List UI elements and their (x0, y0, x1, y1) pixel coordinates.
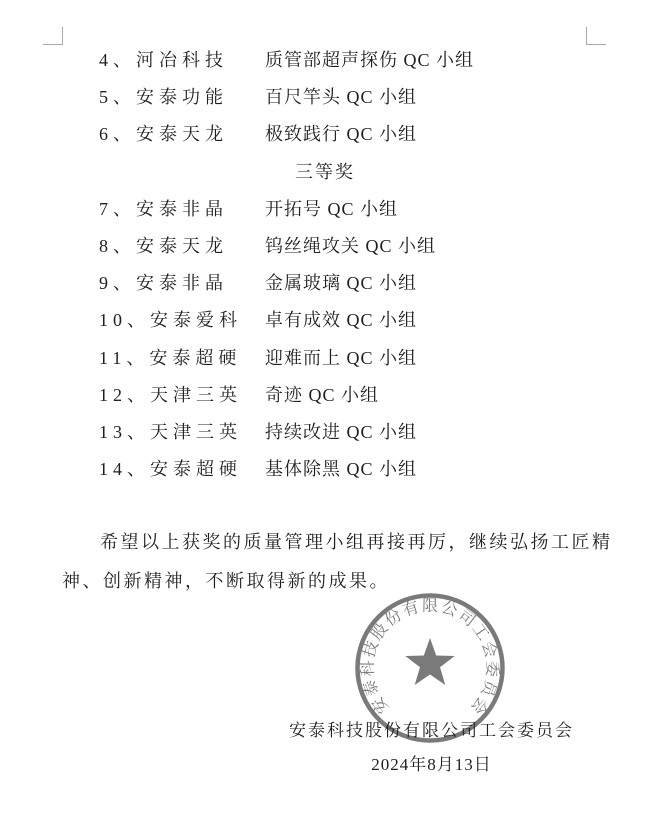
award-item-group-name: 奇迹 QC 小组 (265, 384, 380, 405)
margin-crop-mark-top-left (43, 27, 63, 45)
award-item-group-name: 质管部超声探伤 QC 小组 (265, 50, 475, 70)
signature-organization: 安泰科技股份有限公司工会委员会 (289, 721, 574, 740)
award-item-group-name: 百尺竿头 QC 小组 (265, 87, 418, 108)
section-heading-third-prize: 三等奖 (295, 161, 355, 182)
award-list-top-section (99, 42, 604, 154)
award-list-item (99, 451, 604, 488)
award-list-item (99, 265, 604, 302)
award-item-number-company: 14、安泰超硬 (99, 459, 242, 480)
signature-block (260, 714, 603, 783)
award-list-item (99, 79, 604, 116)
award-list-item (99, 340, 604, 377)
award-list-item (99, 191, 604, 228)
seal-ring-text: 安泰科技股份有限公司工会委员会 (359, 597, 501, 719)
award-item-number-company: 6、安泰天龙 (99, 124, 228, 145)
award-item-number-company: 10、安泰爱科 (99, 310, 242, 331)
closing-paragraph-line: 神、创新精神，不断取得新的成果。 (62, 570, 390, 591)
award-item-group-name: 极致践行 QC 小组 (265, 124, 418, 145)
award-item-number-company: 11、安泰超硬 (99, 347, 242, 368)
award-item-number-company: 5、安泰功能 (99, 87, 228, 108)
award-list-item (99, 302, 604, 339)
award-list-item (99, 116, 604, 153)
award-item-number-company: 12、天津三英 (99, 384, 242, 405)
award-item-group-name: 金属玻璃 QC 小组 (265, 273, 418, 294)
award-item-group-name: 基体除黑 QC 小组 (265, 459, 418, 480)
award-item-group-name: 持续改进 QC 小组 (265, 422, 418, 443)
award-item-number-company: 4、河冶科技 (99, 50, 228, 70)
award-list-item (99, 377, 604, 414)
closing-paragraph-line: 希望以上获奖的质量管理小组再接再厉，继续弘扬工匠精 (100, 532, 613, 552)
award-item-number-company: 9、安泰非晶 (99, 273, 228, 294)
award-list (99, 42, 604, 488)
award-item-number-company: 7、安泰非晶 (99, 198, 228, 219)
award-item-number-company: 13、天津三英 (99, 422, 242, 443)
closing-paragraph (62, 523, 622, 600)
award-list-bottom-section (99, 191, 604, 489)
award-list-item (99, 228, 604, 265)
award-item-number-company: 8、安泰天龙 (99, 236, 228, 257)
signature-date: 2024年8月13日 (371, 755, 492, 775)
award-item-group-name: 开拓号 QC 小组 (265, 198, 399, 219)
star-icon (405, 638, 454, 685)
award-item-group-name: 卓有成效 QC 小组 (265, 310, 418, 331)
award-list-item (99, 414, 604, 451)
award-list-item (99, 42, 604, 79)
award-item-group-name: 迎难而上 QC 小组 (265, 347, 418, 368)
award-item-group-name: 钨丝绳攻关 QC 小组 (265, 236, 437, 257)
